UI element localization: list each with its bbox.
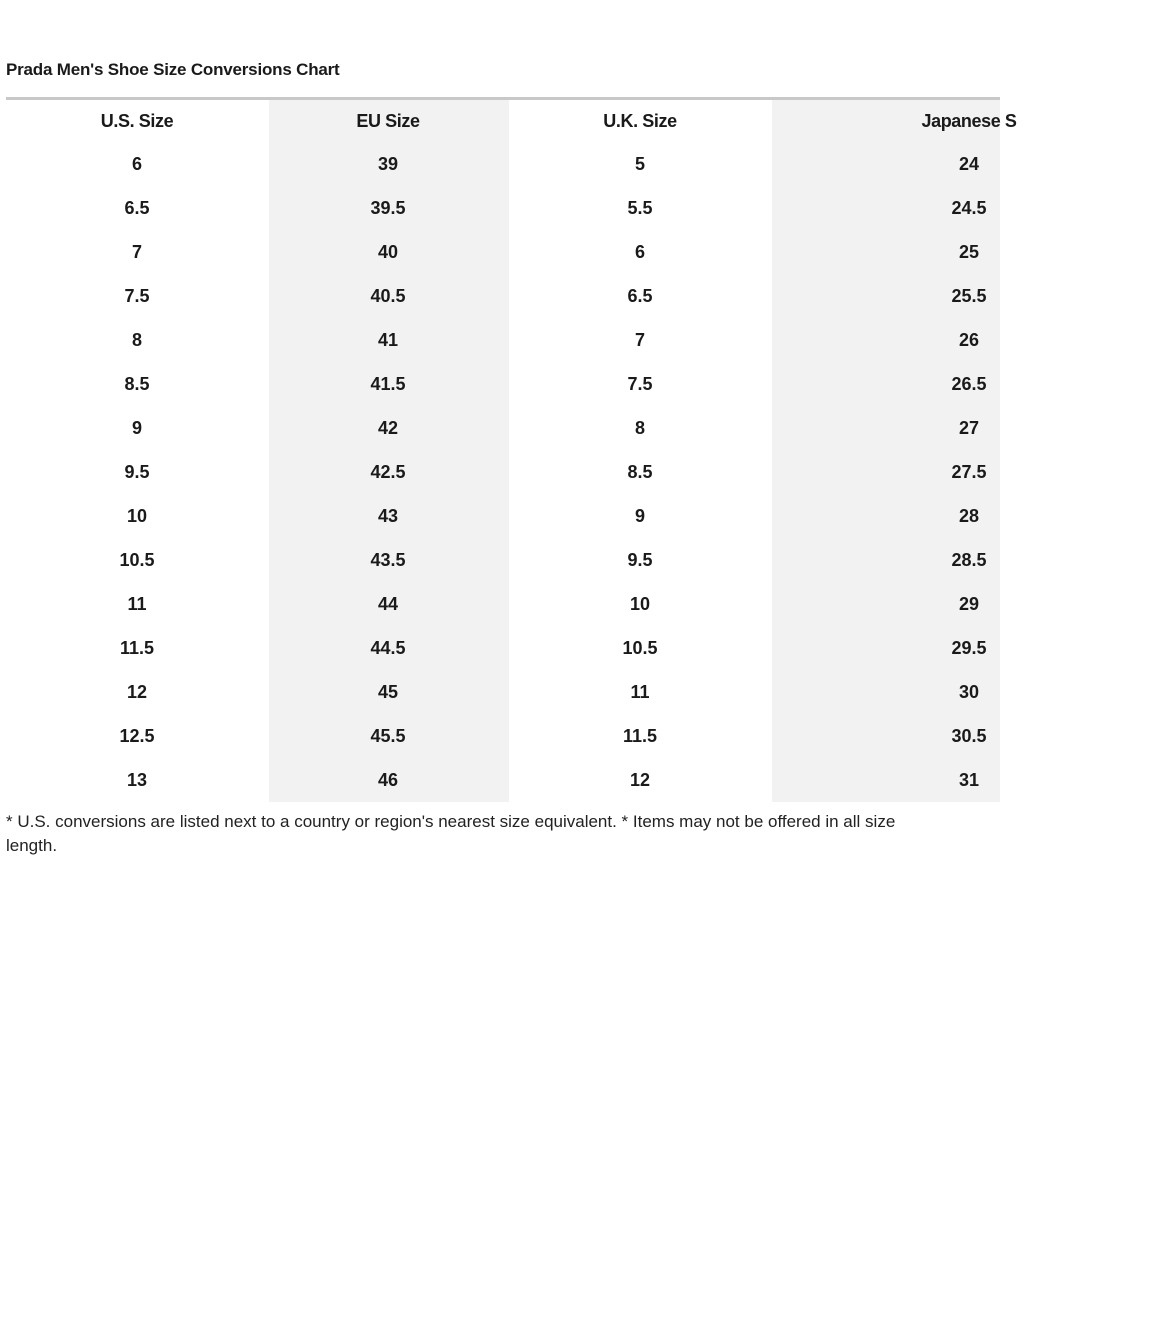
table-row — [0, 230, 1160, 274]
table-row — [0, 274, 1160, 318]
header-us-size: U.S. Size — [100, 110, 174, 131]
eu-size-cell: 43 — [377, 505, 399, 526]
us-size-cell: 13 — [126, 769, 148, 790]
japanese-size-cell: 26.5 — [951, 373, 987, 394]
eu-size-cell: 42.5 — [370, 461, 406, 482]
table-row — [0, 450, 1160, 494]
uk-size-cell: 6 — [634, 241, 645, 262]
table-row — [0, 758, 1160, 802]
uk-size-cell: 10.5 — [622, 637, 658, 658]
table-row — [0, 362, 1160, 406]
uk-size-cell: 5 — [634, 153, 645, 174]
us-size-cell: 6.5 — [124, 197, 150, 218]
japanese-size-cell: 24.5 — [951, 197, 987, 218]
eu-size-cell: 43.5 — [370, 549, 406, 570]
eu-size-cell: 40.5 — [370, 285, 406, 306]
us-size-cell: 9 — [131, 417, 142, 438]
table-row — [0, 538, 1160, 582]
footnote-line-1: * U.S. conversions are listed next to a country or region's nearest size equivalent. * Items may not be offered in all size — [6, 812, 896, 831]
us-size-cell: 8.5 — [124, 373, 150, 394]
chart-title: Prada Men's Shoe Size Conversions Chart — [6, 60, 340, 79]
table-row — [0, 142, 1160, 186]
uk-size-cell: 12 — [629, 769, 651, 790]
table-row — [0, 626, 1160, 670]
header-eu-size: EU Size — [356, 110, 420, 131]
eu-size-cell: 44 — [377, 593, 399, 614]
us-size-cell: 11 — [127, 593, 147, 614]
table-row — [0, 670, 1160, 714]
us-size-cell: 9.5 — [124, 461, 150, 482]
japanese-size-cell: 25 — [958, 241, 980, 262]
uk-size-cell: 10 — [629, 593, 651, 614]
japanese-size-cell: 27.5 — [951, 461, 987, 482]
table-header-row — [0, 100, 1160, 142]
uk-size-cell: 11.5 — [622, 725, 658, 746]
uk-size-cell: 11 — [630, 681, 650, 702]
us-size-cell: 10.5 — [119, 549, 155, 570]
japanese-size-cell: 27 — [958, 417, 980, 438]
table-row — [0, 494, 1160, 538]
eu-size-cell: 45.5 — [370, 725, 406, 746]
eu-size-cell: 39.5 — [370, 197, 406, 218]
eu-size-cell: 41.5 — [370, 373, 406, 394]
table-body — [0, 142, 1160, 802]
eu-size-cell: 39 — [377, 153, 399, 174]
table-row — [0, 714, 1160, 758]
japanese-size-cell: 30.5 — [951, 725, 987, 746]
japanese-size-cell: 28.5 — [951, 549, 987, 570]
japanese-size-cell: 26 — [958, 329, 980, 350]
uk-size-cell: 5.5 — [627, 197, 653, 218]
japanese-size-cell: 25.5 — [951, 285, 987, 306]
us-size-cell: 7 — [131, 241, 142, 262]
table-row — [0, 318, 1160, 362]
table-row — [0, 406, 1160, 450]
uk-size-cell: 9 — [634, 505, 645, 526]
eu-size-cell: 45 — [377, 681, 399, 702]
footnote — [6, 810, 1000, 858]
header-uk-size: U.K. Size — [603, 110, 677, 131]
eu-size-cell: 44.5 — [370, 637, 406, 658]
uk-size-cell: 9.5 — [627, 549, 653, 570]
uk-size-cell: 7 — [634, 329, 645, 350]
size-conversion-table — [0, 100, 1160, 802]
eu-size-cell: 46 — [377, 769, 399, 790]
japanese-size-cell: 24 — [958, 153, 980, 174]
us-size-cell: 11.5 — [119, 637, 155, 658]
uk-size-cell: 7.5 — [627, 373, 653, 394]
japanese-size-cell: 28 — [958, 505, 980, 526]
eu-size-cell: 41 — [377, 329, 399, 350]
uk-size-cell: 8 — [634, 417, 645, 438]
size-conversion-table-container — [0, 100, 1017, 802]
table-row — [0, 582, 1160, 626]
us-size-cell: 8 — [131, 329, 142, 350]
japanese-size-cell: 29.5 — [951, 637, 987, 658]
footnote-line-2: length. — [6, 836, 58, 855]
us-size-cell: 7.5 — [124, 285, 150, 306]
us-size-cell: 12.5 — [119, 725, 155, 746]
table-row — [0, 186, 1160, 230]
japanese-size-cell: 30 — [958, 681, 980, 702]
us-size-cell: 12 — [126, 681, 148, 702]
header-japanese-size: Japanese S — [921, 110, 1017, 131]
us-size-cell: 10 — [126, 505, 148, 526]
uk-size-cell: 8.5 — [627, 461, 653, 482]
us-size-cell: 6 — [131, 153, 142, 174]
eu-size-cell: 40 — [377, 241, 399, 262]
japanese-size-cell: 29 — [958, 593, 980, 614]
uk-size-cell: 6.5 — [627, 285, 653, 306]
eu-size-cell: 42 — [377, 417, 399, 438]
japanese-size-cell: 31 — [958, 769, 980, 790]
